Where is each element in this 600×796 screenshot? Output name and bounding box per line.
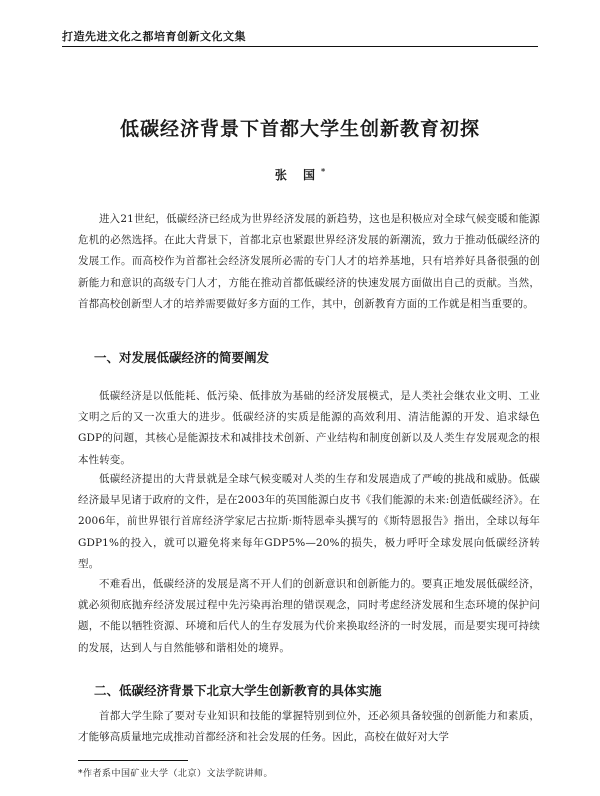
section-2-paragraph-1: 首都大学生除了要对专业知识和技能的掌握特别到位外，还必须具备较强的创新能力和素质，才能够高质量地完成推动首都经济和社会发展的任务。因此，高校在做好对大学 [78, 710, 540, 744]
author-footnote: *作者系中国矿业大学（北京）文法学院讲师。 [78, 769, 274, 779]
footnote-divider [78, 760, 188, 761]
header-divider [62, 46, 538, 47]
section-1-paragraph-2: 低碳经济提出的大背景就是全球气候变暖对人类的生存和发展造成了严峻的挑战和威胁。低碳经济最早见诸于政府的文件，是在2003年的英国能源白皮书《我们能源的未来:创造低碳经济》。在2006年，前世界银行首席经济学家尼古拉斯·斯特恩牵头撰写的《斯特恩报告》指出，全球以每年GDP1%的投入，就可以避免将来每年GDP5%—20%的损失，极力呼吁全球发展向低碳经济转型。 [78, 473, 540, 570]
author-line [62, 166, 538, 183]
article-title: 低碳经济背景下首都大学生创新教育初探 [119, 117, 480, 140]
section-1-heading: 一、对发展低碳经济的简要阐发 [94, 350, 270, 365]
section-1-paragraph-1: 低碳经济是以低能耗、低污染、低排放为基础的经济发展模式，是人类社会继农业文明、工业文明之后的又一次重大的进步。低碳经济的实质是能源的高效利用、清洁能源的开发、追求绿色GDP的问题，其核心是能源技术和减排技术创新、产业结构和制度创新以及人类生存发展观念的根本性转变。 [78, 390, 540, 466]
section-2-heading: 二、低碳经济背景下北京大学生创新教育的具体实施 [94, 683, 382, 698]
intro-paragraph: 进入21世纪，低碳经济已经成为世界经济发展的新趋势，这也是积极应对全球气候变暖和能源危机的必然选择。在此大背景下，首都北京也紧跟世界经济发展的新潮流，致力于推动低碳经济的发展工作。而高校作为首都社会经济发展所必需的专门人才的培养基地，只有培养好具备很强的创新能力和意识的高级专门人才，方能在推动首都低碳经济的快速发展方面做出自己的贡献。当然，首都高校创新型人才的培养需要做好多方面的工作，其中，创新教育方面的工作就是相当重要的。 [78, 213, 540, 310]
author-name: 张 国 [274, 168, 321, 182]
section-1-paragraph-3: 不难看出，低碳经济的发展是离不开人们的创新意识和创新能力的。要真正地发展低碳经济，就必须彻底抛弃经济发展过程中先污染再治理的错误观念，同时考虑经济发展和生态环境的保护问题，不能以牺牲资源、环境和后代人的生存发展为代价来换取经济的一时发展，而是要实现可持续的发展，达到人与自然能够和谐相处的境界。 [78, 578, 540, 654]
running-header: 打造先进文化之都培育创新文化文集 [62, 30, 246, 43]
author-footnote-mark: * [321, 166, 326, 176]
